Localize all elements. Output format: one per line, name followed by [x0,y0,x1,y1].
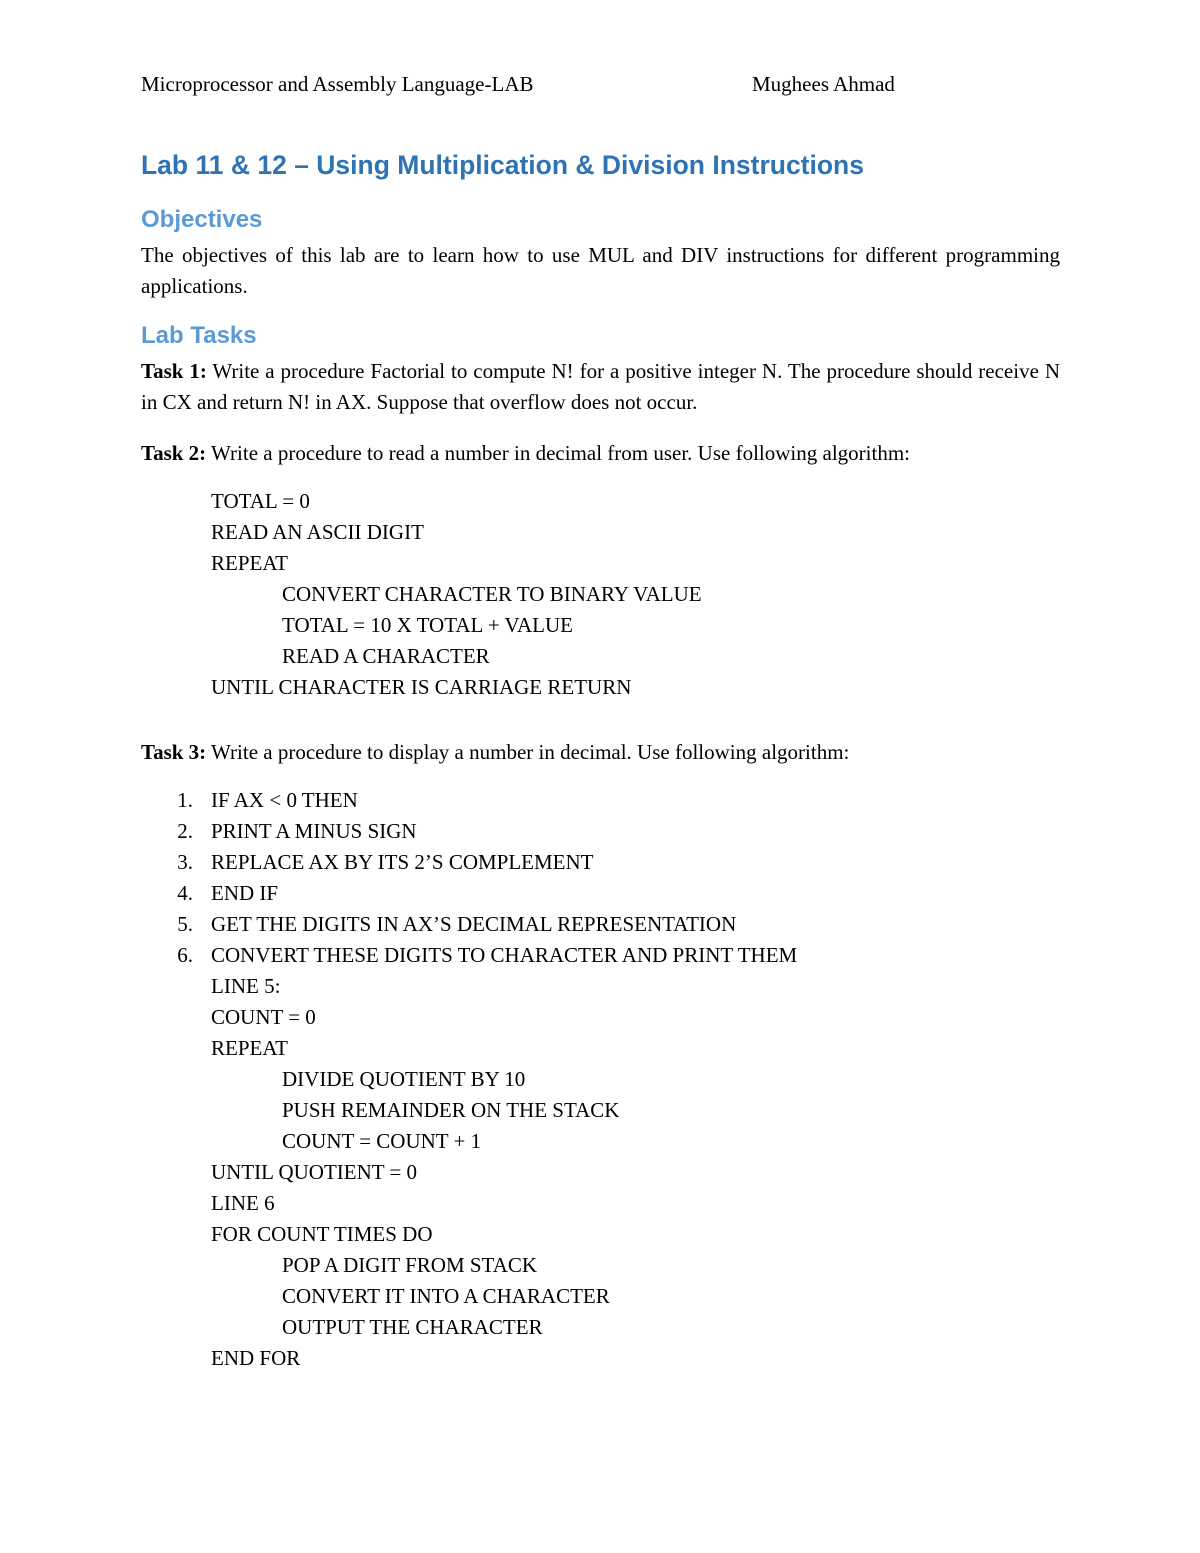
list-item: END IF [211,881,279,905]
task3-text: Write a procedure to display a number in decimal. Use following algorithm: [206,740,850,764]
task3-label: Task 3: [141,740,207,764]
list-number: 2. [177,819,193,843]
detail-line: LINE 5: [211,974,281,998]
list-item: PRINT A MINUS SIGN [211,819,417,843]
task2-label: Task 2: [141,441,207,465]
list-number: 4. [177,881,193,905]
list-item: GET THE DIGITS IN AX’S DECIMAL REPRESENTATION [211,912,737,936]
detail-line: OUTPUT THE CHARACTER [282,1315,543,1339]
detail-line: COUNT = 0 [211,1005,316,1029]
detail-line: PUSH REMAINDER ON THE STACK [282,1098,620,1122]
task2-text: Write a procedure to read a number in decimal from user. Use following algorithm: [206,441,910,465]
detail-line: FOR COUNT TIMES DO [211,1222,433,1246]
detail-line: POP A DIGIT FROM STACK [282,1253,538,1277]
list-number: 5. [177,912,193,936]
header-course: Microprocessor and Assembly Language-LAB [141,72,534,96]
detail-line: UNTIL QUOTIENT = 0 [211,1160,418,1184]
algorithm-line: TOTAL = 10 X TOTAL + VALUE [282,613,573,637]
algorithm-line: REPEAT [211,551,289,575]
list-number: 1. [177,788,193,812]
algorithm-line: READ AN ASCII DIGIT [211,520,424,544]
detail-line: COUNT = COUNT + 1 [282,1129,482,1153]
detail-line: LINE 6 [211,1191,275,1215]
document-title: Lab 11 & 12 – Using Multiplication & Division Instructions [141,150,864,180]
objectives-heading: Objectives [141,206,263,233]
algorithm-line: READ A CHARACTER [282,644,490,668]
task1-text: Write a procedure Factorial to compute N! for a positive integer N. The procedure should receive N in CX and return N! in AX. Suppose that overflow does not occur. [141,359,1060,414]
detail-line: DIVIDE QUOTIENT BY 10 [282,1067,526,1091]
task2-paragraph [141,438,1060,469]
list-item: CONVERT THESE DIGITS TO CHARACTER AND PRINT THEM [211,943,798,967]
task3-paragraph [141,737,1060,768]
detail-line: REPEAT [211,1036,289,1060]
list-item: REPLACE AX BY ITS 2’S COMPLEMENT [211,850,594,874]
header-author: Mughees Ahmad [752,72,895,96]
task1-label: Task 1: [141,359,207,383]
algorithm-line: TOTAL = 0 [211,489,310,513]
objectives-text: The objectives of this lab are to learn how to use MUL and DIV instructions for different programming applications. [141,243,1060,298]
detail-line: CONVERT IT INTO A CHARACTER [282,1284,610,1308]
task1-paragraph [141,356,1060,418]
algorithm-line: CONVERT CHARACTER TO BINARY VALUE [282,582,702,606]
list-number: 3. [177,850,193,874]
list-number: 6. [177,943,193,967]
detail-line: END FOR [211,1346,301,1370]
lab-tasks-heading: Lab Tasks [141,322,257,349]
list-item: IF AX < 0 THEN [211,788,358,812]
algorithm-line: UNTIL CHARACTER IS CARRIAGE RETURN [211,675,632,699]
